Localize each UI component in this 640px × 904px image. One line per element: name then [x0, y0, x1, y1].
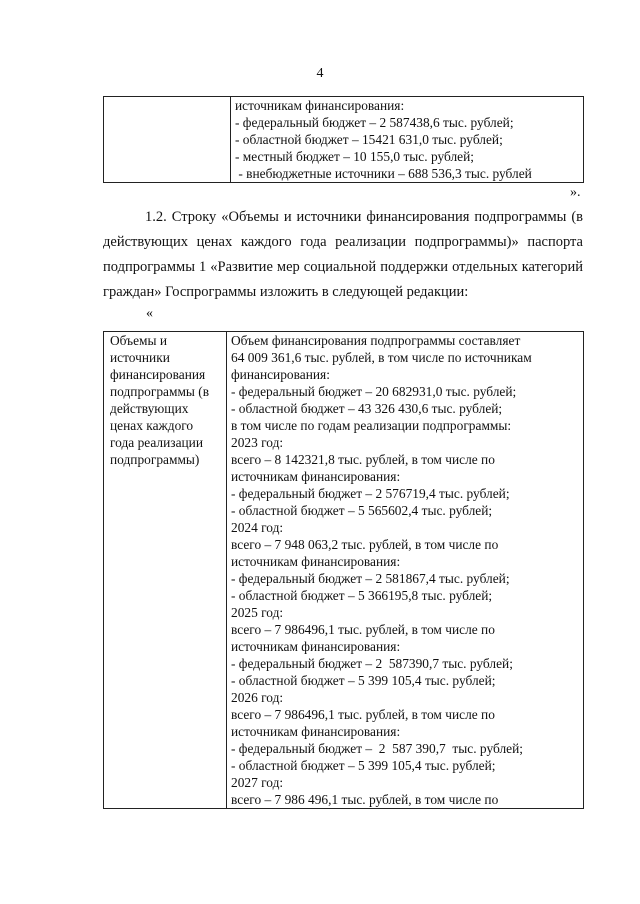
detail-line: источникам финансирования: [231, 724, 401, 739]
header-line: года реализации [110, 435, 204, 450]
continuation-table [103, 96, 584, 183]
header-line: подпрограммы (в [110, 384, 210, 399]
paragraph-line: подпрограммы 1 «Развитие мер социальной поддержки отдельных категорий [103, 259, 583, 275]
table-row [104, 332, 584, 809]
detail-line: источникам финансирования: [231, 639, 401, 654]
row-header-cell [104, 332, 227, 809]
detail-line: - областной бюджет – 43 326 430,6 тыс. рублей; [231, 401, 503, 416]
detail-line: финансирования: [231, 367, 330, 382]
header-line: Объемы и [110, 333, 168, 348]
detail-line: 2024 год: [231, 520, 284, 535]
passport-table [103, 331, 584, 809]
detail-line: - федеральный бюджет – 20 682931,0 тыс. рублей; [231, 384, 517, 399]
detail-line: 2025 год: [231, 605, 284, 620]
page-number: 4 [316, 66, 324, 81]
detail-line: всего – 7 986 496,1 тыс. рублей, в том числе по [231, 792, 499, 807]
detail-line: - областной бюджет – 5 399 105,4 тыс. рублей; [231, 673, 496, 688]
detail-line: - областной бюджет – 5 366195,8 тыс. рублей; [231, 588, 493, 603]
header-line: финансирования [110, 367, 206, 382]
detail-line: 64 009 361,6 тыс. рублей, в том числе по источникам [231, 350, 532, 365]
paragraph-line: граждан» Госпрограммы изложить в следующей редакции: [103, 284, 469, 300]
detail-line: - областной бюджет – 5 565602,4 тыс. рублей; [231, 503, 493, 518]
text-line: источникам финансирования: [235, 98, 405, 113]
detail-line: источникам финансирования: [231, 469, 401, 484]
detail-line: в том числе по годам реализации подпрограммы: [231, 418, 512, 433]
header-line: действующих [110, 401, 189, 416]
header-line: источники [110, 350, 170, 365]
detail-line: всего – 7 948 063,2 тыс. рублей, в том числе по [231, 537, 499, 552]
detail-line: - федеральный бюджет – 2 587 390,7 тыс. рублей; [231, 741, 523, 756]
header-line: ценах каждого [110, 418, 194, 433]
detail-line: всего – 8 142321,8 тыс. рублей, в том числе по [231, 452, 495, 467]
funding-sources-cell [231, 97, 584, 183]
paragraph-line: 1.2. Строку «Объемы и источники финансирования подпрограммы (в [145, 209, 583, 225]
detail-line: Объем финансирования подпрограммы составляет [231, 333, 521, 348]
text-line: - федеральный бюджет – 2 587438,6 тыс. рублей; [235, 115, 514, 130]
detail-line: 2026 год: [231, 690, 284, 705]
table-row [104, 97, 584, 183]
amendment-paragraph [103, 205, 583, 305]
detail-line: - федеральный бюджет – 2 576719,4 тыс. рублей; [231, 486, 510, 501]
paragraph-line: действующих ценах каждого года реализации подпрограммы)» паспорта [103, 234, 583, 250]
closing-quote: ». [570, 185, 581, 200]
empty-cell [104, 97, 231, 183]
text-line: - областной бюджет – 15421 631,0 тыс. рублей; [235, 132, 503, 147]
detail-line: - федеральный бюджет – 2 581867,4 тыс. рублей; [231, 571, 510, 586]
detail-line: 2027 год: [231, 775, 284, 790]
funding-details-cell [227, 332, 584, 809]
detail-line: - областной бюджет – 5 399 105,4 тыс. рублей; [231, 758, 496, 773]
detail-line: источникам финансирования: [231, 554, 401, 569]
detail-line: всего – 7 986496,1 тыс. рублей, в том числе по [231, 622, 495, 637]
detail-line: - федеральный бюджет – 2 587390,7 тыс. рублей; [231, 656, 513, 671]
detail-line: 2023 год: [231, 435, 284, 450]
detail-line: всего – 7 986496,1 тыс. рублей, в том числе по [231, 707, 495, 722]
opening-quote: « [146, 306, 153, 321]
header-line: подпрограммы) [110, 452, 200, 467]
text-line: - внебюджетные источники – 688 536,3 тыс. рублей [235, 166, 532, 181]
text-line: - местный бюджет – 10 155,0 тыс. рублей; [235, 149, 474, 164]
